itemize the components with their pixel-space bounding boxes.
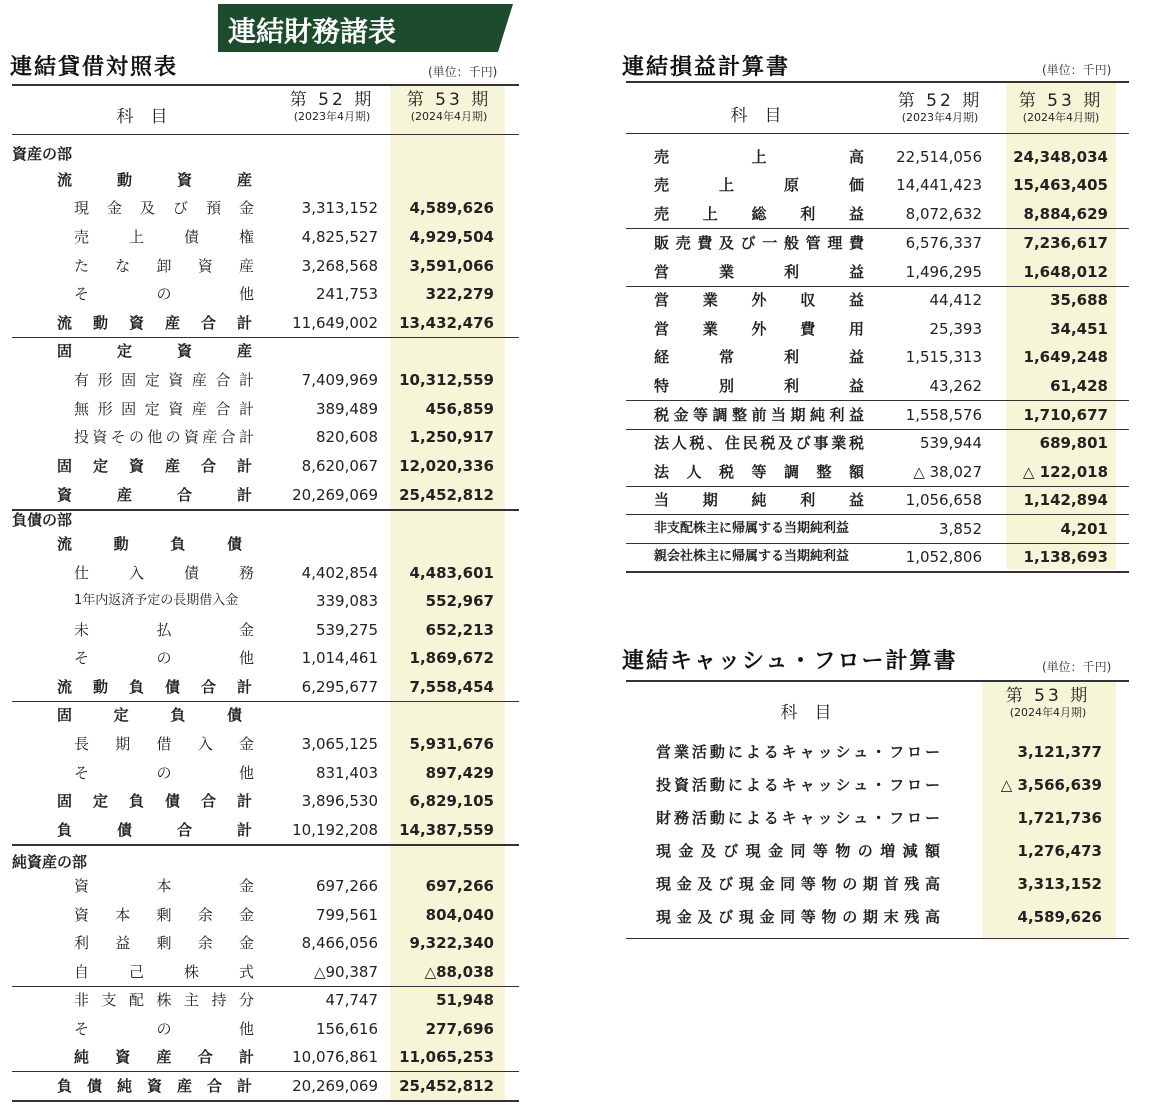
value-period53: 34,451	[1050, 320, 1108, 338]
table-row	[12, 901, 519, 929]
table-row	[626, 229, 1129, 257]
period52-header	[274, 90, 390, 123]
row-label: 売上原価	[654, 176, 864, 194]
value-period53: 1,276,473	[1017, 842, 1102, 860]
table-row	[12, 366, 519, 394]
value-period52: 1,515,313	[905, 348, 982, 366]
balance-sheet-unit: (単位：千円)	[428, 65, 498, 79]
value-period53: 1,869,672	[409, 649, 494, 667]
value-period52: 3,065,125	[301, 735, 378, 753]
value-period52: 799,561	[315, 906, 378, 924]
value-period53: 13,432,476	[399, 314, 494, 332]
row-label: 流動資産	[57, 171, 252, 189]
value-period53: 7,236,617	[1023, 234, 1108, 252]
row-label: 1年内返済予定の長期借入金	[74, 593, 239, 608]
value-period52: 7,409,969	[301, 371, 378, 389]
value-period52: 44,412	[929, 291, 982, 309]
value-period52: 1,052,806	[905, 548, 982, 566]
value-period52: 11,649,002	[292, 314, 378, 332]
value-period53: 61,428	[1050, 377, 1108, 395]
value-period52: 820,608	[315, 428, 378, 446]
value-period52: 697,266	[315, 877, 378, 895]
period53-header	[990, 686, 1106, 719]
table-top-rule	[12, 84, 519, 86]
row-label: 販売費及び一般管理費	[654, 234, 864, 252]
section-banner	[218, 4, 513, 52]
row-label: 自己株式	[74, 963, 254, 981]
value-period53: 6,829,105	[409, 792, 494, 810]
value-period52: 47,747	[325, 991, 378, 1009]
table-row	[626, 870, 1129, 898]
value-period53: 24,348,034	[1013, 148, 1108, 166]
row-divider	[12, 844, 519, 846]
value-period53: 3,121,377	[1017, 743, 1102, 761]
period53-header	[392, 90, 506, 123]
value-period53: 4,589,626	[409, 199, 494, 217]
table-row	[12, 452, 519, 480]
value-period52: 20,269,069	[292, 1077, 378, 1095]
row-label: 営業活動によるキャッシュ・フロー	[656, 743, 940, 761]
row-label: その他	[74, 649, 254, 667]
value-period53: 1,142,894	[1023, 491, 1108, 509]
row-label: 現金及び現金同等物の期末残高	[656, 908, 940, 926]
value-period52: 20,269,069	[292, 486, 378, 504]
value-period53: 15,463,405	[1013, 176, 1108, 194]
value-period52: 8,072,632	[905, 205, 982, 223]
table-row	[626, 543, 1129, 571]
period53-label: 第 53 期	[1005, 686, 1091, 706]
value-period53: 1,648,012	[1023, 263, 1108, 281]
table-row	[12, 280, 519, 308]
value-period53: 652,213	[425, 621, 494, 639]
value-period52: 1,056,658	[905, 491, 982, 509]
value-period52: 10,076,861	[292, 1048, 378, 1066]
table-row	[12, 530, 519, 558]
value-period52: 1,014,461	[301, 649, 378, 667]
value-period53: 10,312,559	[399, 371, 494, 389]
period52-label: 第 52 期	[289, 90, 375, 110]
row-label: たな卸資産	[74, 257, 254, 275]
table-row	[12, 701, 519, 729]
row-divider	[12, 509, 519, 511]
table-row	[626, 143, 1129, 171]
table-row	[12, 1072, 519, 1100]
value-period52: 10,192,208	[292, 821, 378, 839]
row-label: 税金等調整前当期純利益	[654, 406, 864, 424]
row-label: 未払金	[74, 621, 254, 639]
table-row	[12, 759, 519, 787]
value-period53: 8,884,629	[1023, 205, 1108, 223]
value-period52: 539,944	[919, 434, 982, 452]
row-label: 営業外収益	[654, 291, 864, 309]
value-period53: 804,040	[425, 906, 494, 924]
period52-sub: (2023年4月期)	[901, 111, 979, 124]
value-period53: 14,387,559	[399, 821, 494, 839]
table-row	[12, 787, 519, 815]
table-row	[626, 738, 1129, 766]
row-label: 営業利益	[654, 263, 864, 281]
value-period52: △ 38,027	[913, 463, 982, 481]
table-row	[12, 309, 519, 337]
row-label: 資産合計	[57, 486, 252, 504]
table-top-rule	[626, 81, 1129, 83]
group-liabilities: 負債の部	[12, 511, 73, 529]
cash-flow-table	[626, 680, 1129, 944]
value-period53: 35,688	[1050, 291, 1108, 309]
value-period53: 11,065,253	[399, 1048, 494, 1066]
table-row	[626, 458, 1129, 486]
value-period53: 689,801	[1039, 434, 1108, 452]
period52-header	[882, 91, 998, 124]
value-period52: 3,896,530	[301, 792, 378, 810]
row-label: その他	[74, 764, 254, 782]
value-period53: 3,313,152	[1017, 875, 1102, 893]
table-row	[626, 429, 1129, 457]
income-statement-table	[626, 81, 1129, 573]
table-top-rule	[626, 680, 1129, 682]
banner-title: 連結財務諸表	[228, 15, 397, 48]
value-period52: △90,387	[313, 963, 378, 981]
row-label: 固定資産合計	[57, 457, 252, 475]
table-row	[12, 194, 519, 222]
period53-sub: (2024年4月期)	[410, 110, 488, 123]
table-row	[626, 903, 1129, 931]
period52-label: 第 52 期	[897, 91, 983, 111]
value-period53: 7,558,454	[409, 678, 494, 696]
row-label: 現金及び現金同等物の期首残高	[656, 875, 940, 893]
value-period52: 4,825,527	[301, 228, 378, 246]
row-label: その他	[74, 285, 254, 303]
item-column-header: 科 目	[116, 107, 168, 127]
table-row	[12, 423, 519, 451]
group-assets: 資産の部	[12, 145, 73, 163]
value-period53: 51,948	[436, 991, 494, 1009]
row-label: 固定負債	[57, 706, 242, 724]
table-row	[12, 644, 519, 672]
value-period53: 4,483,601	[409, 564, 494, 582]
value-period53: 4,201	[1060, 520, 1108, 538]
value-period52: 156,616	[315, 1020, 378, 1038]
table-row	[626, 258, 1129, 286]
value-period53: 456,859	[425, 400, 494, 418]
value-period53: 1,721,736	[1017, 809, 1102, 827]
value-period52: 8,466,056	[301, 934, 378, 952]
table-row	[626, 200, 1129, 228]
value-period52: 241,753	[315, 285, 378, 303]
row-label: 純資産合計	[74, 1048, 254, 1066]
value-period53: 3,591,066	[409, 257, 494, 275]
value-period53: 697,266	[425, 877, 494, 895]
value-period53: △ 3,566,639	[1000, 776, 1102, 794]
value-period52: 1,558,576	[905, 406, 982, 424]
table-row	[12, 587, 519, 615]
row-label: 経常利益	[654, 348, 864, 366]
row-label: 投資その他の資産合計	[74, 428, 254, 446]
value-period53: △ 122,018	[1022, 463, 1108, 481]
row-label: 長期借入金	[74, 735, 254, 753]
table-row	[12, 252, 519, 280]
period53-sub: (2024年4月期)	[1009, 706, 1087, 719]
table-row	[626, 804, 1129, 832]
value-period52: 22,514,056	[896, 148, 982, 166]
value-period52: 389,489	[315, 400, 378, 418]
period53-header	[1004, 91, 1118, 124]
row-label: 流動負債	[57, 535, 242, 553]
row-label: 法人税等調整額	[654, 463, 864, 481]
row-label: 負債合計	[57, 821, 252, 839]
value-period53: 1,649,248	[1023, 348, 1108, 366]
value-period52: 6,295,677	[301, 678, 378, 696]
row-label: 流動負債合計	[57, 678, 252, 696]
table-row	[12, 816, 519, 844]
value-period52: 43,262	[929, 377, 982, 395]
income-statement-unit: (単位：千円)	[1042, 63, 1112, 77]
row-label: 営業外費用	[654, 320, 864, 338]
period53-label: 第 53 期	[406, 90, 492, 110]
table-row	[12, 337, 519, 365]
row-label: 非支配株主持分	[74, 991, 254, 1009]
table-row	[12, 1015, 519, 1043]
table-row	[12, 481, 519, 509]
table-row	[12, 616, 519, 644]
value-period53: 9,322,340	[409, 934, 494, 952]
row-label: 当期純利益	[654, 491, 864, 509]
value-period52: 8,620,067	[301, 457, 378, 475]
value-period53: 552,967	[425, 592, 494, 610]
row-label: 売上総利益	[654, 205, 864, 223]
row-label: 特別利益	[654, 377, 864, 395]
row-label: 固定負債合計	[57, 792, 252, 810]
table-row	[626, 515, 1129, 543]
value-period52: 25,393	[929, 320, 982, 338]
period53-sub: (2024年4月期)	[1022, 111, 1100, 124]
row-label: 売上高	[654, 148, 864, 166]
row-label: 親会社株主に帰属する当期純利益	[654, 549, 850, 564]
row-label: 法人税、住民税及び事業税	[654, 434, 864, 452]
value-period53: 25,452,812	[399, 1077, 494, 1095]
value-period53: 4,929,504	[409, 228, 494, 246]
table-row	[626, 286, 1129, 314]
value-period53: 1,710,677	[1023, 406, 1108, 424]
value-period52: 6,576,337	[905, 234, 982, 252]
value-period53: 5,931,676	[409, 735, 494, 753]
table-row	[626, 315, 1129, 343]
value-period52: 831,403	[315, 764, 378, 782]
row-label: 負債純資産合計	[57, 1077, 252, 1095]
value-period53: 322,279	[425, 285, 494, 303]
item-column-header: 科 目	[780, 703, 832, 723]
row-label: 財務活動によるキャッシュ・フロー	[656, 809, 940, 827]
table-row	[626, 343, 1129, 371]
table-row	[12, 986, 519, 1014]
table-row	[626, 771, 1129, 799]
table-row	[626, 486, 1129, 514]
table-row	[12, 166, 519, 194]
group-net-assets: 純資産の部	[12, 853, 88, 871]
table-bottom-rule	[626, 938, 1129, 939]
row-label: 有形固定資産合計	[74, 371, 254, 389]
row-label: 資本金	[74, 877, 254, 895]
row-label: 現金及び預金	[74, 199, 254, 217]
row-label: 非支配株主に帰属する当期純利益	[654, 521, 850, 536]
row-divider	[12, 1100, 519, 1102]
value-period53: 1,250,917	[409, 428, 494, 446]
table-row	[12, 673, 519, 701]
table-row	[626, 837, 1129, 865]
table-row	[12, 559, 519, 587]
row-label: 固定資産	[57, 342, 252, 360]
row-label: その他	[74, 1020, 254, 1038]
table-row	[12, 1043, 519, 1071]
row-label: 流動資産合計	[57, 314, 252, 332]
row-label: 仕入債務	[74, 564, 254, 582]
row-label: 利益剰余金	[74, 934, 254, 952]
table-row	[626, 372, 1129, 400]
row-label: 資本剰余金	[74, 906, 254, 924]
table-row	[626, 171, 1129, 199]
value-period52: 3,852	[939, 520, 982, 538]
value-period53: 4,589,626	[1017, 908, 1102, 926]
value-period53: 277,696	[425, 1020, 494, 1038]
row-label: 売上債権	[74, 228, 254, 246]
table-row	[12, 223, 519, 251]
value-period53: △88,038	[424, 963, 494, 981]
value-period53: 897,429	[425, 764, 494, 782]
cash-flow-title: 連結キャッシュ・フロー計算書	[622, 649, 958, 674]
value-period53: 12,020,336	[399, 457, 494, 475]
period53-label: 第 53 期	[1018, 91, 1104, 111]
row-label: 無形固定資産合計	[74, 400, 254, 418]
table-row	[12, 929, 519, 957]
income-statement-title: 連結損益計算書	[622, 55, 791, 80]
table-row	[12, 872, 519, 900]
header-bottom-rule	[12, 134, 519, 135]
cash-flow-unit: (単位：千円)	[1042, 660, 1112, 674]
table-row	[12, 958, 519, 986]
value-period52: 14,441,423	[896, 176, 982, 194]
value-period53: 25,452,812	[399, 486, 494, 504]
value-period52: 339,083	[315, 592, 378, 610]
balance-sheet-table	[12, 84, 519, 1104]
value-period52: 1,496,295	[905, 263, 982, 281]
item-column-header: 科 目	[730, 106, 782, 126]
value-period52: 3,268,568	[301, 257, 378, 275]
table-row	[12, 395, 519, 423]
row-label: 現金及び現金同等物の増減額	[656, 842, 940, 860]
value-period52: 4,402,854	[301, 564, 378, 582]
period52-sub: (2023年4月期)	[293, 110, 371, 123]
value-period52: 3,313,152	[301, 199, 378, 217]
header-bottom-rule	[626, 133, 1129, 134]
row-label: 投資活動によるキャッシュ・フロー	[656, 776, 940, 794]
table-row	[12, 730, 519, 758]
table-row	[626, 401, 1129, 429]
value-period53: 1,138,693	[1023, 548, 1108, 566]
value-period52: 539,275	[315, 621, 378, 639]
row-divider	[626, 571, 1129, 573]
balance-sheet-title: 連結貸借対照表	[10, 55, 179, 80]
